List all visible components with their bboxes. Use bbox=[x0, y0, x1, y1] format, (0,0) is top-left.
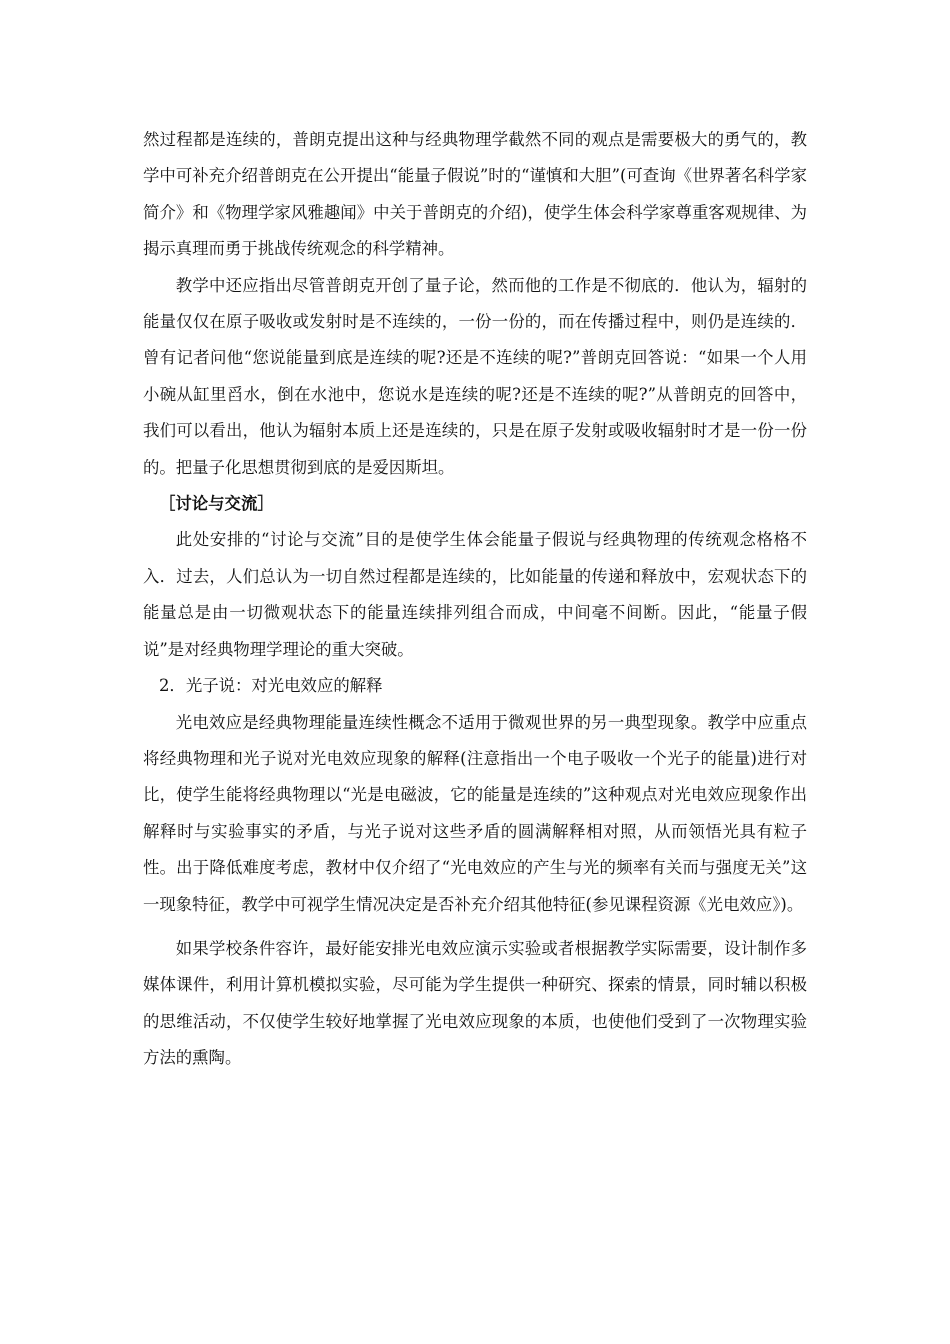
section-heading-discussion: ［讨论与交流］ bbox=[159, 494, 274, 514]
paragraph-discussion: 此处安排的“讨论与交流”目的是使学生体会能量子假说与经典物理的传统观念格格不入．过去，人们总认为一切自然过程都是连续的，比如能量的传递和释放中，宏观状态下的能量总是由一切微观状态下的能量连续排列组合而成，中间毫不间断。因此，“能量子假说”是对经典物理学理论的重大突破。 bbox=[143, 530, 807, 659]
paragraph-continuation: 然过程都是连续的，普朗克提出这种与经典物理学截然不同的观点是需要极大的勇气的，教学中可补充介绍普朗克在公开提出“能量子假说”时的“谨慎和大胆”(可查询《世界著名科学家简介》和《物理学家风雅趣闻》中关于普朗克的介绍)，使学生体会科学家尊重客观规律、为揭示真理而勇于挑战传统观念的科学精神。 bbox=[143, 130, 807, 259]
paragraph-experiment-suggestion: 如果学校条件容许，最好能安排光电效应演示实验或者根据教学实际需要，设计制作多媒体课件，利用计算机模拟实验，尽可能为学生提供一种研究、探索的情景，同时辅以积极的思维活动，不仅使学生较好地掌握了光电效应现象的本质，也使他们受到了一次物理实验方法的熏陶。 bbox=[143, 938, 807, 1068]
paragraph-planck-incomplete: 教学中还应指出尽管普朗克开创了量子论，然而他的工作是不彻底的．他认为，辐射的能量仅仅在原子吸收或发射时是不连续的，一份一份的，而在传播过程中，则仍是连续的．曾有记者问他“您说能量到底是连续的呢?还是不连续的呢?”普朗克回答说：“如果一个人用小碗从缸里舀水，倒在水池中，您说水是连续的呢?还是不连续的呢?”从普朗克的回答中，我们可以看出，他认为辐射本质上还是连续的，只是在原子发射或吸收辐射时才是一份一份的。把量子化思想贯彻到底的是爱因斯坦。 bbox=[143, 275, 807, 477]
document-body bbox=[143, 122, 807, 1077]
paragraph-photoelectric-effect: 光电效应是经典物理能量连续性概念不适用于微观世界的另一典型现象。教学中应重点将经典物理和光子说对光电效应现象的解释(注意指出一个电子吸收一个光子的能量)进行对比，使学生能将经典物理以“光是电磁波，它的能量是连续的”这种观点对光电效应现象作出解释时与实验事实的矛盾，与光子说对这些矛盾的圆满解释相对照，从而领悟光具有粒子性。出于降低难度考虑，教材中仅介绍了“光电效应的产生与光的频率有关而与强度无关”这一现象特征，教学中可视学生情况决定是否补充介绍其他特征(参见课程资源《光电效应》)。 bbox=[143, 712, 807, 914]
section-heading-photon-theory: 2．光子说：对光电效应的解释 bbox=[159, 676, 383, 696]
